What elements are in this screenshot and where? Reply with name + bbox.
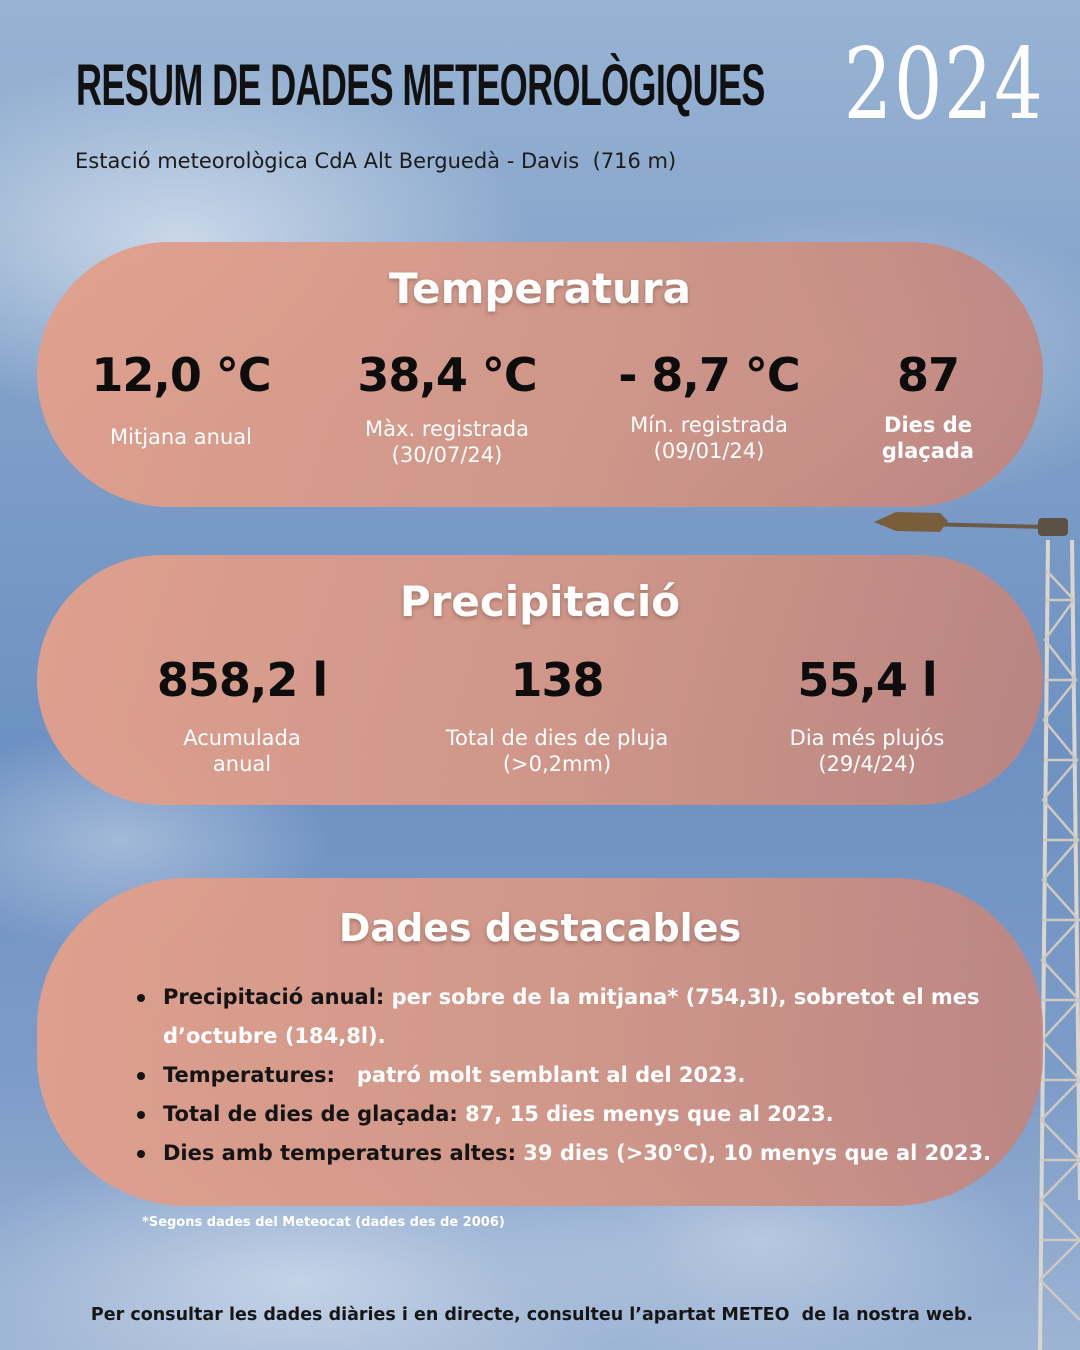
stat-label: Dia més plujós — [789, 726, 945, 750]
item-value: 39 dies (>30°C), 10 menys que al 2023. — [516, 1141, 992, 1165]
list-item — [127, 1095, 1047, 1134]
stat-value: 858,2 l — [156, 653, 328, 707]
stat-value: 87 — [896, 348, 959, 402]
item-key: Total de dies de glaçada: — [163, 1102, 458, 1126]
stat-frost-days — [863, 348, 993, 464]
stat-date: (29/4/24) — [818, 752, 916, 776]
list-item — [127, 1056, 1047, 1095]
footer-note: Per consultar les dades diàries i en directe, consulteu l’apartat METEO de la nostra web. — [90, 1305, 974, 1325]
footnote: *Segons dades del Meteocat (dades des de 2006) — [142, 1215, 505, 1230]
stat-value: 38,4 °C — [357, 348, 537, 402]
stat-label: Acumulada — [183, 726, 301, 750]
stat-min-temp — [593, 348, 825, 464]
year-label: 2024 — [843, 28, 1044, 142]
highlights-heading: Dades destacables — [338, 906, 742, 950]
bullet-icon — [137, 1150, 145, 1158]
item-key: Dies amb temperatures altes: — [163, 1141, 516, 1165]
stat-value: 12,0 °C — [91, 348, 271, 402]
stat-label: Mitjana anual — [110, 425, 252, 449]
stat-label-line2: glaçada — [881, 439, 975, 463]
stat-label-line2: anual — [212, 752, 272, 776]
highlights-list — [127, 978, 1047, 1173]
stat-date: (09/01/24) — [653, 439, 765, 463]
item-key: Temperatures: — [163, 1063, 335, 1087]
stat-value: 138 — [510, 653, 604, 707]
item-value: 87, 15 dies menys que al 2023. — [457, 1102, 834, 1126]
stat-value: - 8,7 °C — [618, 348, 800, 402]
stat-label: Màx. registrada — [365, 417, 529, 441]
item-value: patró molt semblant al del 2023. — [334, 1063, 746, 1087]
stat-label: Dies de — [884, 413, 972, 437]
bullet-icon — [137, 994, 145, 1002]
stat-max-temp — [337, 348, 557, 468]
stat-annual-mean-temp — [81, 348, 281, 450]
stat-value: 55,4 l — [797, 653, 937, 707]
stat-label: Mín. registrada — [630, 413, 788, 437]
stat-label-line2: (>0,2mm) — [502, 752, 612, 776]
list-item — [127, 1134, 1047, 1173]
stat-annual-rainfall — [137, 653, 347, 777]
stat-date: (30/07/24) — [391, 443, 503, 467]
bullet-icon — [137, 1072, 145, 1080]
temperature-heading: Temperatura — [389, 264, 691, 313]
list-item — [127, 978, 1047, 1056]
bullet-icon — [137, 1111, 145, 1119]
temperature-panel — [37, 242, 1043, 507]
stat-label: Total de dies de pluja — [445, 726, 669, 750]
precipitation-panel — [37, 555, 1043, 805]
stat-wettest-day — [757, 653, 977, 777]
item-key: Precipitació anual: — [163, 985, 385, 1009]
item-value: per sobre de la mitjana* (754,3l), sobretot el mes d’octubre (184,8l). — [163, 985, 980, 1048]
station-subtitle: Estació meteorològica CdA Alt Berguedà - Davis (716 m) — [75, 149, 677, 173]
stat-rain-days — [409, 653, 705, 777]
precipitation-heading: Precipitació — [399, 577, 681, 626]
highlights-panel — [37, 878, 1043, 1206]
page-title: RESUM DE DADES METEOROLÒGIQUES — [76, 53, 765, 118]
